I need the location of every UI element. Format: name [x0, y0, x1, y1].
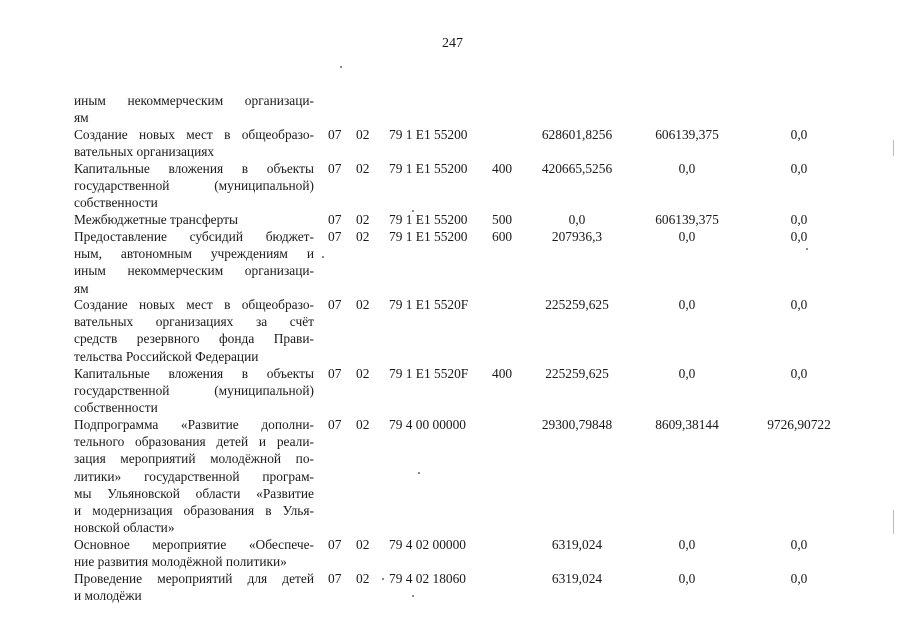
row-description — [74, 228, 314, 297]
section-code: 07 — [328, 127, 342, 142]
amount-year-2: 606139,375 — [655, 127, 719, 142]
description-line: литики» государственной програм- — [74, 468, 314, 484]
scan-speck — [418, 472, 420, 474]
amount-year-2: 606139,375 — [655, 212, 719, 227]
description-line: Капитальные вложения в объекты — [74, 366, 314, 381]
target-article-code: 79 4 02 18060 — [389, 571, 466, 586]
description-line: иным некоммерческим организаци- — [74, 263, 314, 279]
amount-year-3: 0,0 — [790, 297, 808, 312]
amount-year-1: 420665,5256 — [541, 161, 613, 176]
row-description — [74, 211, 314, 228]
description-line: зация мероприятий молодёжной по- — [74, 451, 314, 467]
row-description — [74, 160, 314, 212]
scan-speck — [412, 595, 414, 597]
description-line: средств резервного фонда Прави- — [74, 331, 314, 347]
amount-year-3: 0,0 — [790, 161, 808, 176]
subsection-code: 02 — [356, 297, 370, 312]
description-line: и молодёжи — [74, 588, 142, 604]
subsection-code: 02 — [356, 161, 370, 176]
target-article-code: 79 1 E1 55200 — [389, 127, 468, 142]
subsection-code: 02 — [356, 366, 370, 381]
target-article-code: 79 1 E1 5520F — [389, 297, 469, 312]
amount-year-2: 8609,38144 — [655, 417, 719, 432]
scan-speck — [322, 256, 324, 258]
description-line: иным некоммерческим организаци- — [74, 93, 314, 108]
description-line: ние развития молодёжной политики» — [74, 554, 287, 570]
subsection-code: 02 — [356, 571, 370, 586]
description-line: собственности — [74, 195, 158, 211]
target-article-code: 79 1 E1 5520F — [389, 366, 469, 381]
description-line: новской области» — [74, 520, 175, 536]
target-article-code: 79 1 E1 55200 — [389, 212, 468, 227]
description-line: Капитальные вложения в объекты — [74, 161, 314, 176]
amount-year-3: 0,0 — [790, 366, 808, 381]
scan-speck — [412, 210, 414, 212]
amount-year-1: 628601,8256 — [541, 127, 613, 142]
amount-year-2: 0,0 — [678, 366, 696, 381]
amount-year-3: 0,0 — [790, 127, 808, 142]
target-article-code: 79 1 E1 55200 — [389, 161, 468, 176]
target-article-code: 79 1 E1 55200 — [389, 229, 468, 244]
scan-speck — [340, 66, 342, 68]
subsection-code: 02 — [356, 229, 370, 244]
description-line: тельного образования детей и реали- — [74, 434, 314, 450]
description-line: и модернизация образования в Улья- — [74, 503, 314, 519]
scan-edge-mark — [893, 510, 894, 534]
scan-speck — [382, 578, 384, 580]
description-line: мы Ульяновской области «Развитие — [74, 485, 314, 501]
row-description — [74, 570, 314, 604]
description-line: ям — [74, 110, 89, 126]
amount-year-1: 29300,79848 — [541, 417, 613, 432]
amount-year-3: 0,0 — [790, 229, 808, 244]
section-code: 07 — [328, 571, 342, 586]
description-line: ным, автономным учреждениям и — [74, 246, 314, 262]
description-line: Предоставление субсидий бюджет- — [74, 229, 314, 244]
row-description — [74, 536, 314, 570]
amount-year-1: 0,0 — [568, 212, 586, 227]
target-article-code: 79 4 02 00000 — [389, 537, 466, 552]
description-line: Подпрограмма «Развитие дополни- — [74, 417, 314, 432]
section-code: 07 — [328, 161, 342, 176]
subsection-code: 02 — [356, 212, 370, 227]
description-line: ям — [74, 280, 89, 296]
row-description — [74, 92, 314, 126]
amount-year-1: 225259,625 — [545, 297, 609, 312]
description-line: Межбюджетные трансферты — [74, 212, 238, 227]
amount-year-3: 0,0 — [790, 537, 808, 552]
description-line: Проведение мероприятий для детей — [74, 571, 314, 586]
amount-year-3: 9726,90722 — [767, 417, 831, 432]
amount-year-2: 0,0 — [678, 229, 696, 244]
section-code: 07 — [328, 417, 342, 432]
expense-type-code: 600 — [492, 229, 513, 244]
subsection-code: 02 — [356, 417, 370, 432]
row-description — [74, 365, 314, 417]
section-code: 07 — [328, 366, 342, 381]
description-line: тельства Российской Федерации — [74, 348, 259, 364]
scan-edge-mark — [893, 140, 894, 156]
amount-year-1: 225259,625 — [545, 366, 609, 381]
section-code: 07 — [328, 212, 342, 227]
section-code: 07 — [328, 229, 342, 244]
section-code: 07 — [328, 537, 342, 552]
row-description — [74, 296, 314, 365]
expense-type-code: 400 — [492, 366, 513, 381]
amount-year-1: 207936,3 — [551, 229, 603, 244]
description-line: Создание новых мест в общеобразо- — [74, 297, 314, 312]
section-code: 07 — [328, 297, 342, 312]
description-line: вательных организациях — [74, 144, 215, 160]
description-line: вательных организациях за счёт — [74, 314, 314, 330]
description-line: собственности — [74, 400, 158, 416]
description-line: государственной (муниципальной) — [74, 178, 314, 194]
row-description — [74, 416, 314, 536]
description-line: Создание новых мест в общеобразо- — [74, 127, 314, 142]
amount-year-2: 0,0 — [678, 297, 696, 312]
amount-year-2: 0,0 — [678, 571, 696, 586]
page-number: 247 — [442, 36, 463, 51]
description-line: государственной (муниципальной) — [74, 383, 314, 399]
amount-year-2: 0,0 — [678, 537, 696, 552]
amount-year-1: 6319,024 — [551, 537, 603, 552]
expense-type-code: 400 — [492, 161, 513, 176]
amount-year-1: 6319,024 — [551, 571, 603, 586]
scan-speck — [806, 248, 808, 250]
amount-year-3: 0,0 — [790, 571, 808, 586]
row-description — [74, 126, 314, 160]
expense-type-code: 500 — [492, 212, 513, 227]
subsection-code: 02 — [356, 127, 370, 142]
target-article-code: 79 4 00 00000 — [389, 417, 466, 432]
amount-year-3: 0,0 — [790, 212, 808, 227]
subsection-code: 02 — [356, 537, 370, 552]
amount-year-2: 0,0 — [678, 161, 696, 176]
description-line: Основное мероприятие «Обеспече- — [74, 537, 314, 552]
